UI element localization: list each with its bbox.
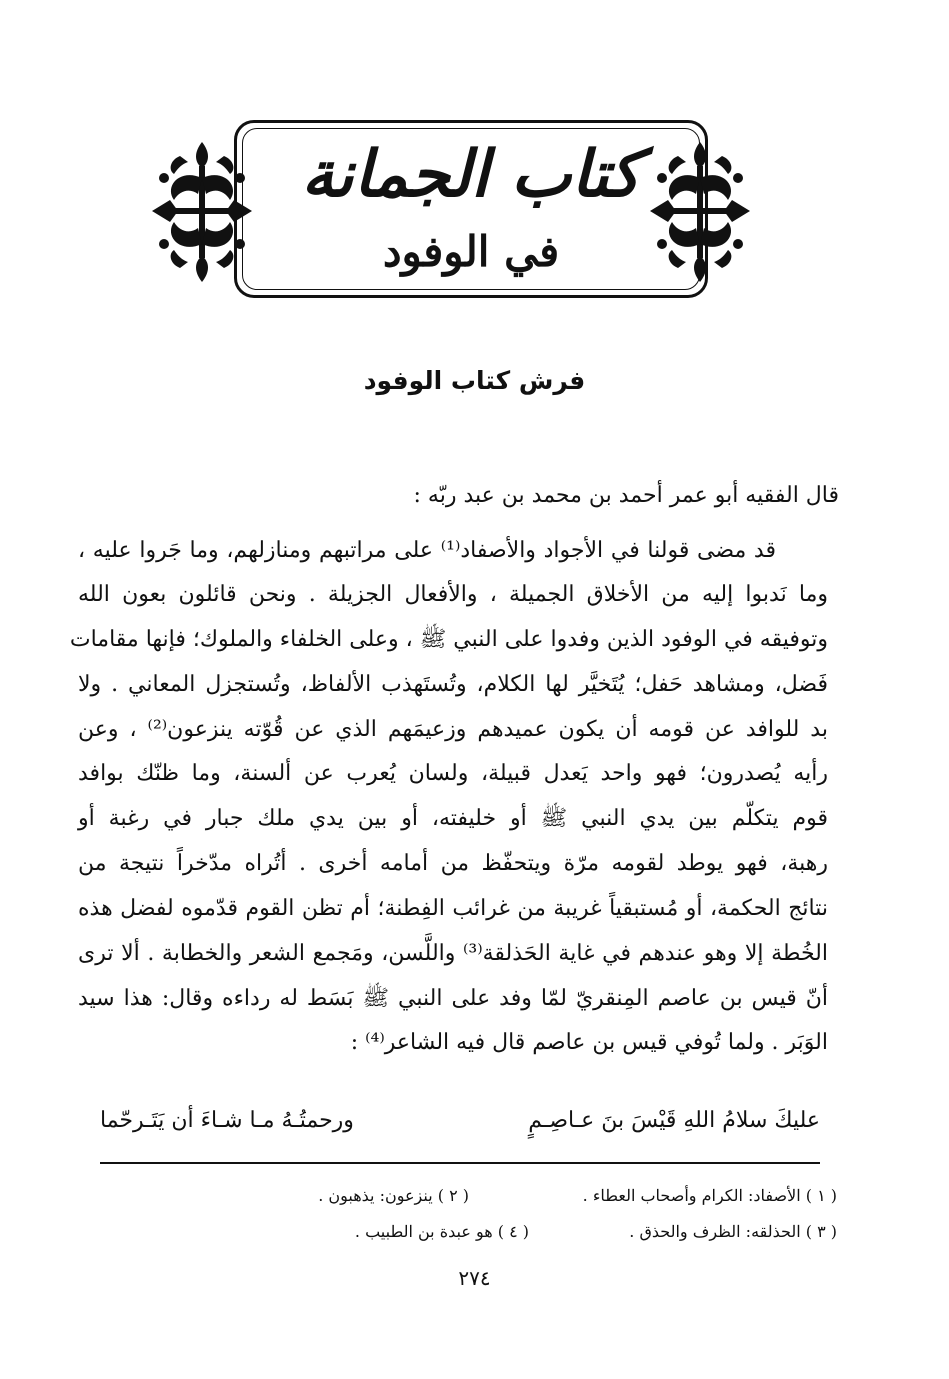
body-line: وتوفيقه في الوفود الذين وفدوا على النبي ﷺ ، وعلى الخلفاء والملوك؛ فإنها مقامات [69,627,828,652]
body-line: وما نَدبوا إليه من الأخلاق الجميلة ، والأفعال الجزيلة . ونحن قائلون بعون الله [78,582,828,607]
book-subtitle: في الوفود [382,227,560,276]
body-line: بد للوافد عن قومه أن يكون عميدهم وزعيمَهم الذي عن قُوّته ينزعون⁽²⁾ ، وعن [78,717,828,742]
footnote: ( ١ ) الأصفاد: الكرام وأصحاب العطاء . [582,1186,837,1205]
title-frame [234,120,708,298]
footnote: ( ٣ ) الحذلقه: الظرف والحذق . [629,1222,837,1241]
verse-first-hemistich: عليكَ سلامُ اللهِ قَيْسَ بنَ عـاصِـمٍ [528,1108,820,1133]
body-line: رأيه يُصدرون؛ فهو واحد يَعدل قبيلة، ولسان يُعرب عن ألسنة، وما ظنّك بوافد [78,761,828,786]
verse-second-hemistich: ورحمتُـهُ مـا شـاءَ أن يَتَـرحّما [100,1108,354,1133]
section-heading: فرش كتاب الوفود [363,366,586,395]
body-line: الخُطة إلا وهو عندهم في غاية الحَذلقة⁽³⁾ واللَّسن، ومَجمع الشعر والخطابة . ألا ترى [78,941,828,966]
body-line: رهبة، فهو يوطد لقومه مرّة ويتحفّظ من أمامه أخرى . أتُراه مدّخراً نتيجة من [78,851,828,876]
verse [100,1108,820,1142]
footnote: ( ٢ ) ينزعون: يذهبون . [318,1186,469,1205]
intro-line: قال الفقيه أبو عمر أحمد بن محمد بن عبد ربّه : [413,483,839,508]
body-line: قد مضى قولنا في الأجواد والأصفاد⁽¹⁾ على مراتبهم ومنازلهم، وما جَروا عليه ، [78,538,776,563]
body-line: قوم يتكلّم بين يدي النبي ﷺ أو خليفته، أو بين يدي ملك جبار في رغبة أو [78,806,828,831]
book-title: كتاب الجمانة [301,137,641,212]
footnote-divider [100,1162,820,1164]
body-line: نتائج الحكمة، أو مُستبقياً غريبة من غرائب الفِطنة؛ أم تظن القوم قدّموه لفضل هذه [78,896,828,921]
body-line: فَضل، ومشاهد حَفل؛ يُتَخيَّر لها الكلام، وتُستَهذب الألفاظ، وتُستجزل المعاني . ولا [78,672,828,697]
body-line: الوَبَر . ولما تُوفي قيس بن عاصم قال فيه الشاعر⁽⁴⁾ : [350,1030,828,1055]
body-line: أنّ قيس بن عاصم المِنقريّ لمّا وفد على النبي ﷺ بَسَط له رداءه وقال: هذا سيد [78,986,828,1011]
page-number: ٢٧٤ [458,1266,491,1290]
footnote: ( ٤ ) هو عبدة بن الطبيب . [354,1222,529,1241]
